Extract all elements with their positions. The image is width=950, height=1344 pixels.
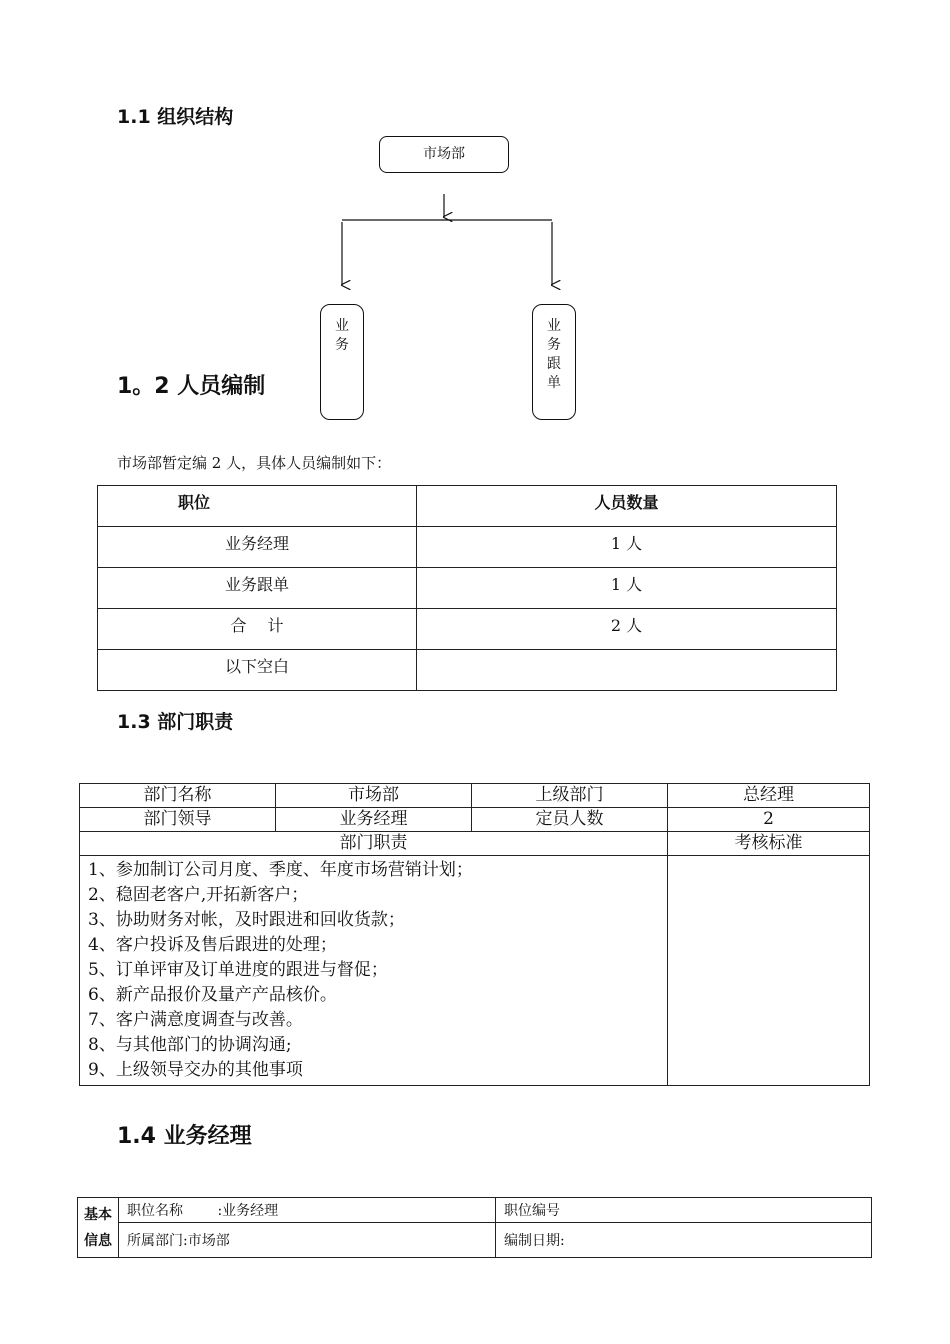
org-node-sales [320,304,364,420]
cell-label: 部门名称 [80,784,276,808]
cell-label: 部门领导 [80,808,276,832]
list-item: 6、新产品报价及量产产品核价。 [88,985,337,1005]
duty-list [80,856,668,1086]
staffing-intro: 市场部暂定编 2 人，具体人员编制如下： [117,454,392,472]
cell-count [417,650,837,691]
list-item: 1、参加制订公司月度、季度、年度市场营销计划； [88,860,473,880]
dept-cell: 所属部门:市场部 [119,1223,496,1258]
kpi-header: 考核标准 [668,832,870,856]
org-node-followup-char: 跟 [547,356,561,372]
date-cell: 编制日期: [496,1223,872,1258]
cell-value: 总经理 [668,784,870,808]
section-heading-manager: 1.4 业务经理 [117,1124,252,1149]
section-heading-org: 1.1 组织结构 [117,106,234,128]
list-item: 4、客户投诉及售后跟进的处理； [88,935,337,955]
org-node-followup-char: 业 [547,318,561,334]
table-row [80,808,870,832]
list-item: 5、订单评审及订单进度的跟进与督促； [88,960,388,980]
header-count: 人员数量 [417,486,837,527]
org-node-followup-char: 务 [547,337,561,353]
kpi-cell [668,856,870,1086]
cell-count: 1 人 [417,568,837,609]
table-row [80,784,870,808]
org-node-market-dept: 市场部 [379,136,509,173]
section-heading-duties: 1.3 部门职责 [117,711,234,733]
job-name-cell [119,1198,496,1223]
cell-position: 业务经理 [98,527,417,568]
header-position: 职位 [98,486,417,527]
list-item: 3、协助财务对帐，及时跟进和回收货款； [88,910,405,930]
basic-info-table [77,1197,872,1258]
basic-info-side-label [78,1198,119,1258]
table-row [98,609,837,650]
table-row [98,527,837,568]
job-name-value: :业务经理 [217,1203,279,1219]
org-node-sales-char: 务 [335,337,349,353]
dept-duties-table [79,783,870,1086]
cell-count: 2 人 [417,609,837,650]
table-row [80,832,870,856]
cell-value: 市场部 [276,784,472,808]
org-node-followup-char: 单 [547,375,561,391]
org-node-sales-followup [532,304,576,420]
job-code-label: 职位编号 [504,1203,560,1219]
job-name-label: 职位名称 [127,1203,183,1219]
side-label-line: 基本 [84,1206,112,1223]
list-item: 2、稳固老客户,开拓新客户； [88,885,309,905]
table-header-row [98,486,837,527]
cell-position: 以下空白 [98,650,417,691]
list-item: 9、上级领导交办的其他事项 [88,1060,303,1080]
cell-value: 2 [668,808,870,832]
cell-count: 1 人 [417,527,837,568]
org-node-sales-char: 业 [335,318,349,334]
table-row [78,1198,872,1223]
cell-label: 上级部门 [472,784,668,808]
cell-label: 定员人数 [472,808,668,832]
table-row [80,856,870,1086]
cell-value: 业务经理 [276,808,472,832]
side-label-line: 信息 [84,1232,112,1249]
table-row [98,568,837,609]
cell-position: 业务跟单 [98,568,417,609]
table-row [78,1223,872,1258]
job-code-cell [496,1198,872,1223]
table-row [98,650,837,691]
list-item: 7、客户满意度调查与改善。 [88,1010,303,1030]
cell-position: 合 计 [98,609,417,650]
list-item: 8、与其他部门的协调沟通; [88,1035,292,1055]
duty-header: 部门职责 [80,832,668,856]
section-heading-staffing: 1。2 人员编制 [117,374,266,399]
staffing-table [97,485,837,691]
